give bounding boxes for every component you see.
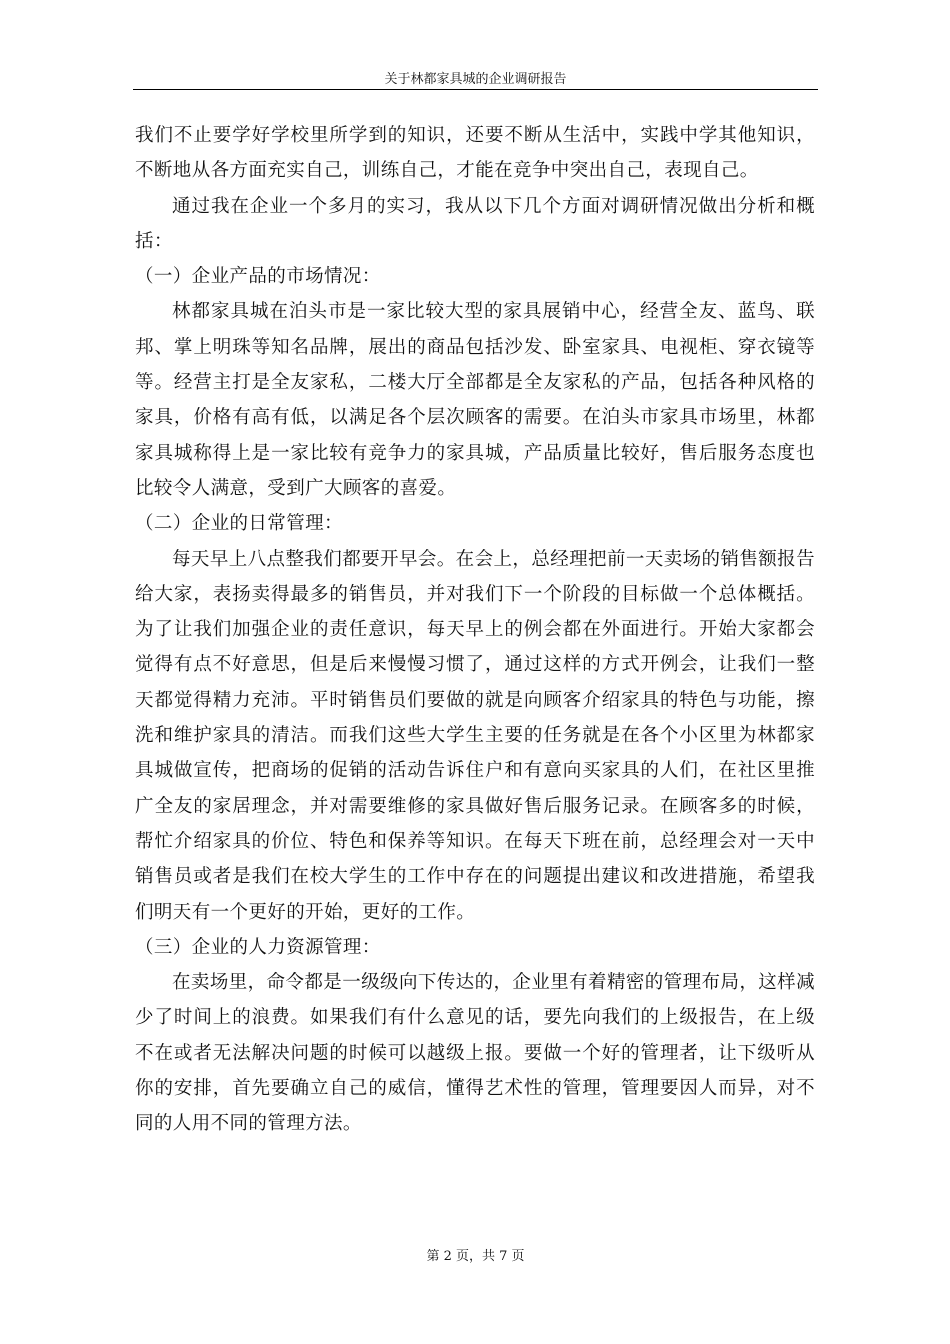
- section-heading-market: （一）企业产品的市场情况：: [135, 266, 381, 288]
- header-divider: [133, 89, 818, 90]
- paragraph-overview: 通过我在企业一个多月的实习，我从以下几个方面对调研情况做出分析和概括：: [135, 195, 815, 252]
- page-number: 第 2 页，共 7 页: [426, 1249, 525, 1264]
- section-heading-hr-management: （三）企业的人力资源管理：: [135, 936, 381, 958]
- paragraph-hr-management: 在卖场里，命令都是一级级向下传达的，企业里有着精密的管理布局，这样减少了时间上的浪费。如果我们有什么意见的话，要先向我们的上级报告，在上级不在或者无法解决问题的时候可以越级上报。要做一个好的管理者，让下级听从你的安排，首先要确立自己的威信，懂得艺术性的管理，管理要因人而异，对不同的人用不同的管理方法。: [135, 972, 815, 1135]
- page-header-title: 关于林都家具城的企业调研报告: [384, 72, 567, 87]
- paragraph-daily-management: 每天早上八点整我们都要开早会。在会上，总经理把前一天卖场的销售额报告给大家，表扬卖得最多的销售员，并对我们下一个阶段的目标做一个总体概括。为了让我们加强企业的责任意识，每天早上的例会都在外面进行。开始大家都会觉得有点不好意思，但是后来慢慢习惯了，通过这样的方式开例会，让我们一整天都觉得精力充沛。平时销售员们要做的就是向顾客介绍家具的特色与功能，擦洗和维护家具的清洁。而我们这些大学生主要的任务就是在各个小区里为林都家具城做宣传，把商场的促销的活动告诉住户和有意向买家具的人们，在社区里推广全友的家居理念，并对需要维修的家具做好售后服务记录。在顾客多的时候，帮忙介绍家具的价位、特色和保养等知识。在每天下班在前，总经理会对一天中销售员或者是我们在校大学生的工作中存在的问题提出建议和改进措施，希望我们明天有一个更好的开始，更好的工作。: [135, 548, 815, 923]
- paragraph-market: 林都家具城在泊头市是一家比较大型的家具展销中心，经营全友、蓝鸟、联邦、掌上明珠等知名品牌，展出的商品包括沙发、卧室家具、电视柜、穿衣镜等等。经营主打是全友家私，二楼大厅全部都是全友家私的产品，包括各种风格的家具，价格有高有低，以满足各个层次顾客的需要。在泊头市家具市场里，林都家具城称得上是一家比较有竞争力的家具城，产品质量比较好，售后服务态度也比较令人满意，受到广大顾客的喜爱。: [135, 301, 815, 499]
- section-heading-daily-management: （二）企业的日常管理：: [135, 513, 343, 535]
- paragraph-intro: 我们不止要学好学校里所学到的知识，还要不断从生活中，实践中学其他知识，不断地从各方面充实自己，训练自己，才能在竞争中突出自己，表现自己。: [135, 125, 815, 182]
- document-body: [135, 118, 815, 1142]
